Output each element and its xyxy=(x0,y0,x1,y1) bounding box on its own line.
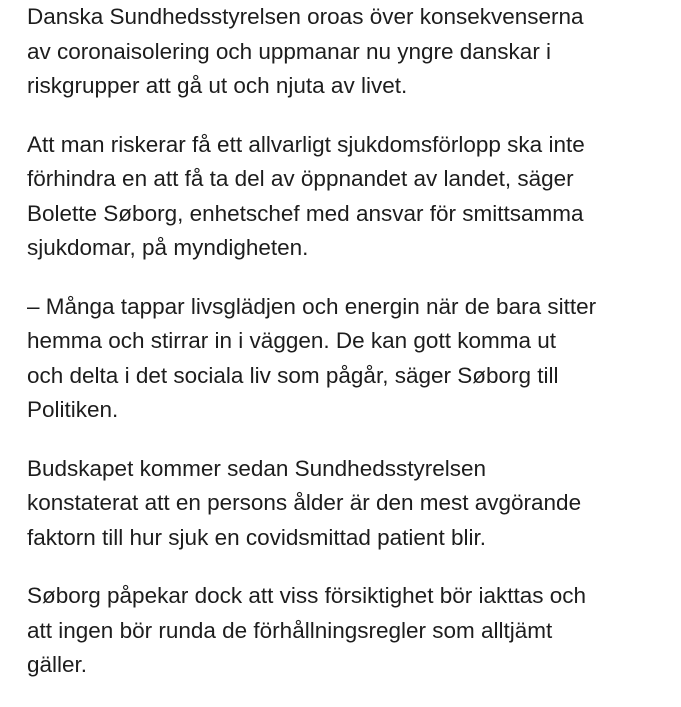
text-line: att ingen bör runda de förhållningsregler som alltjämt xyxy=(27,617,553,643)
paragraph-4 xyxy=(27,452,667,556)
text-line: Søborg påpekar dock att viss försiktighet bör iakttas och xyxy=(27,583,587,608)
text-line: konstaterat att en persons ålder är den mest avgörande xyxy=(27,490,582,515)
text-line: Bolette Søborg, enhetschef med ansvar för smittsamma xyxy=(27,200,584,226)
text-line: hemma och stirrar in i väggen. De kan gott komma ut xyxy=(27,328,556,353)
text-line: sjukdomar, på myndigheten. xyxy=(27,235,309,260)
text-line: Att man riskerar få ett allvarligt sjukdomsförlopp ska inte xyxy=(27,131,585,157)
paragraph-1 xyxy=(27,0,667,104)
text-line: av coronaisolering och uppmanar nu yngre danskar i xyxy=(27,38,552,64)
paragraph-5 xyxy=(27,579,667,683)
text-line: faktorn till hur sjuk en covidsmittad patient blir. xyxy=(27,524,486,550)
text-line: förhindra en att få ta del av öppnandet av landet, säger xyxy=(27,166,574,191)
text-line: och delta i det sociala liv som pågår, säger Søborg till xyxy=(27,362,559,388)
paragraph-2 xyxy=(27,128,667,266)
text-line: Danska Sundhedsstyrelsen oroas över konsekvenserna xyxy=(27,4,584,29)
text-line: Budskapet kommer sedan Sundhedsstyrelsen xyxy=(27,455,487,481)
text-line: Politiken. xyxy=(27,397,119,422)
text-line: riskgrupper att gå ut och njuta av livet. xyxy=(27,73,408,98)
text-line: – Många tappar livsglädjen och energin när de bara sitter xyxy=(27,293,597,319)
paragraph-3-quote xyxy=(27,290,667,428)
text-line: gäller. xyxy=(27,652,88,677)
article-body xyxy=(27,0,667,707)
